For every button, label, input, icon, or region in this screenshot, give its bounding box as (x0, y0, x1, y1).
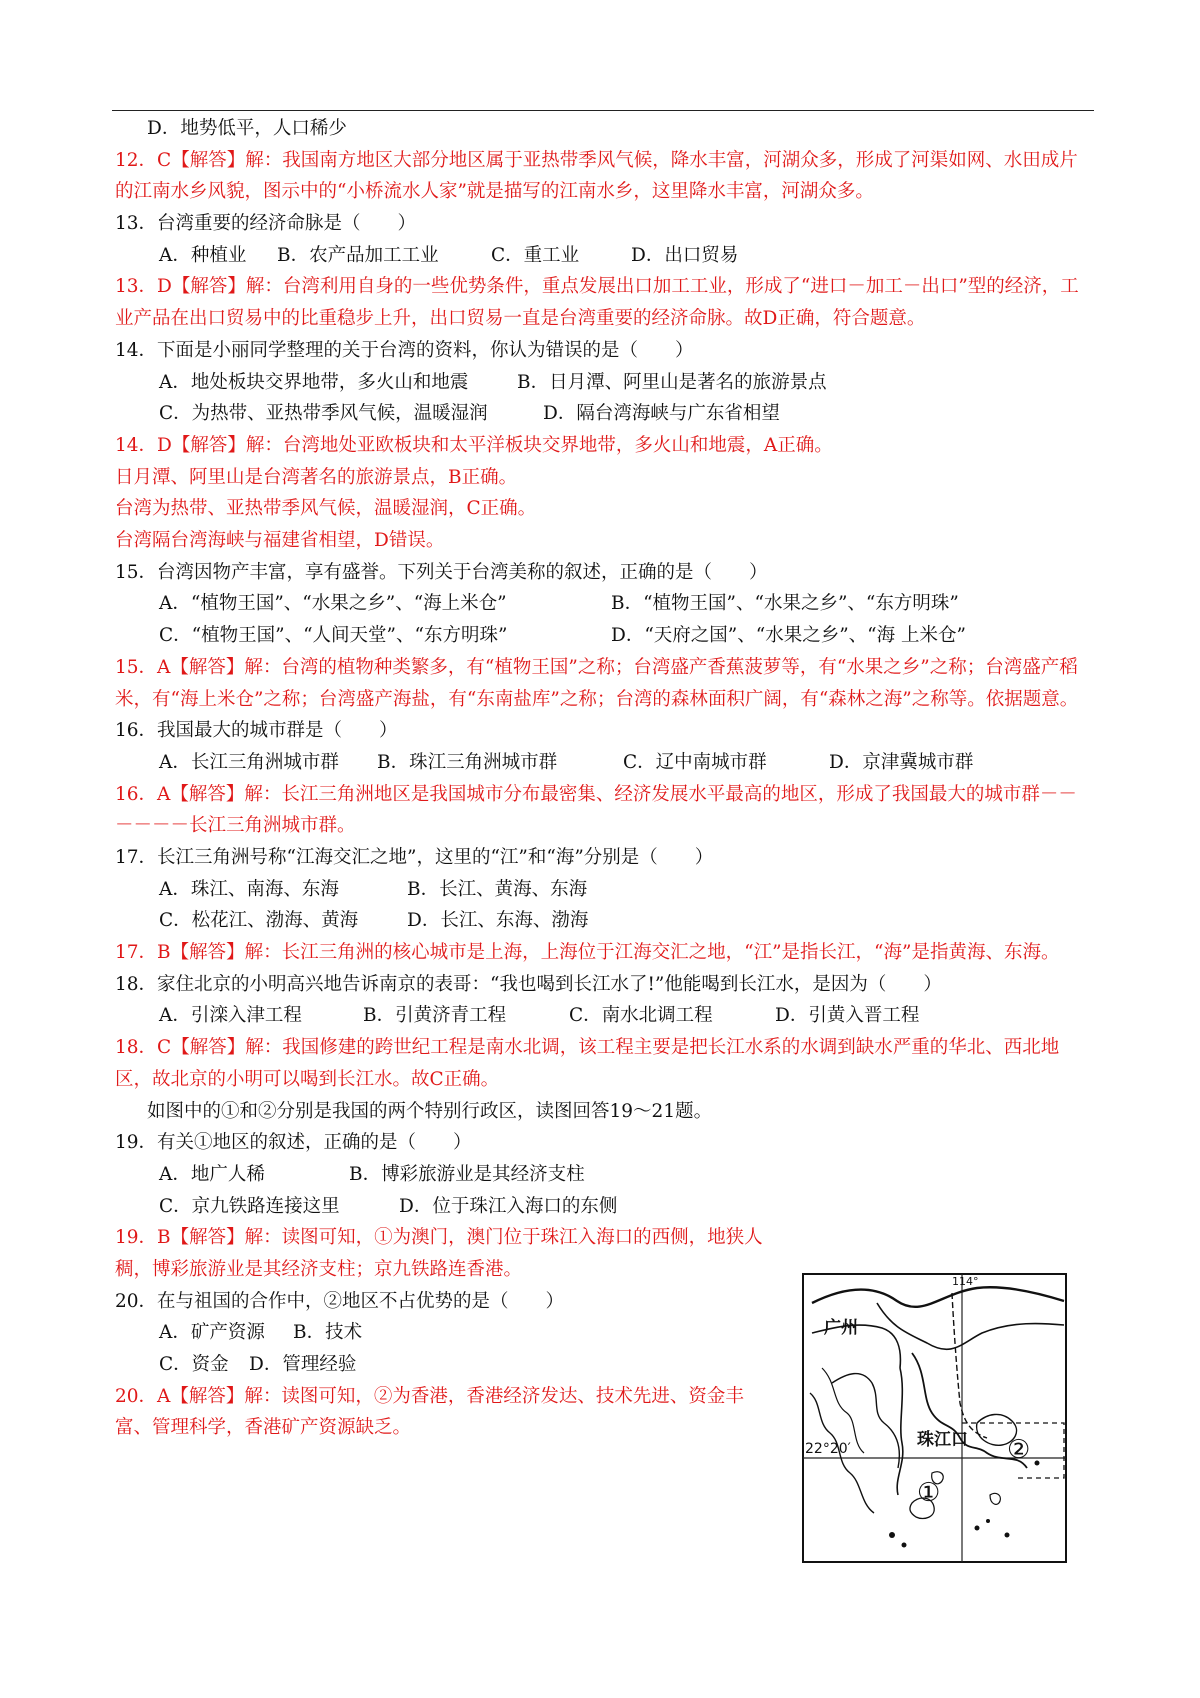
answer-15: 15．A【解答】解：台湾的植物种类繁多，有“植物王国”之称；台湾盛产香蕉菠萝等，有“水果之乡”之称；台湾盛产稻米，有“海上米仓”之称；台湾盛产海盐，有“东南盐库”之称；台湾的森林面积广阔，有“森林之海”之称等。依据题意。 (115, 656, 1079, 710)
answer-14-line4: 台湾隔台湾海峡与福建省相望，D错误。 (115, 530, 445, 552)
q19-option-d: D．位于珠江入海口的东侧 (399, 1195, 618, 1217)
answer-12: 12．C【解答】解：我国南方地区大部分地区属于亚热带季风气候，降水丰富，河湖众多，形成了河渠如网、水田成片的江南水乡风貌，图示中的“小桥流水人家”就是描写的江南水乡，这里降水丰富，河湖众多。 (115, 149, 1078, 203)
islet-5 (1005, 1533, 1010, 1538)
answer-18: 18．C【解答】解：我国修建的跨世纪工程是南水北调，该工程主要是把长江水系的水调到缺水严重的华北、西北地区，故北京的小明可以喝到长江水。故C正确。 (115, 1037, 1060, 1090)
q18-option-b: B．引黄济青工程 (363, 1005, 507, 1027)
q14-stem: 14．下面是小丽同学整理的关于台湾的资料，你认为错误的是（ ） (115, 339, 694, 361)
q17-option-d: D．长江、东海、渤海 (407, 910, 589, 932)
answer-19: 19．B【解答】解：读图可知，①为澳门，澳门位于珠江入海口的西侧，地狭人稠，博彩旅游业是其经济支柱；京九铁路连香港。 (115, 1227, 763, 1280)
q17-stem: 17．长江三角洲号称“江海交汇之地”，这里的“江”和“海”分别是（ ） (115, 847, 714, 868)
answer-17: 17．B【解答】解：长江三角洲的核心城市是上海，上海位于江海交汇之地，“江”是指长江，“海”是指黄海、东海。 (115, 942, 1060, 964)
q13-option-a: A．种植业 (159, 244, 247, 266)
q13-option-c: C．重工业 (491, 244, 580, 266)
islet-4 (986, 1519, 990, 1523)
q16-option-a: A．长江三角洲城市群 (159, 751, 339, 773)
q17-option-c: C．松花江、渤海、黄海 (159, 910, 359, 932)
pearl-river-delta-map (802, 1273, 1067, 1563)
q20-option-a: A．矿产资源 (159, 1322, 265, 1344)
q17-option-a: A．珠江、南海、东海 (159, 878, 339, 900)
label-lat: 22°20′ (805, 1441, 851, 1457)
q17-option-b: B．长江、黄海、东海 (407, 878, 588, 900)
label-zhujiangkou: 珠江口 (917, 1430, 968, 1450)
q19-stem: 19．有关①地区的叙述，正确的是（ ） (115, 1132, 472, 1154)
content (115, 113, 1095, 1444)
q15-stem: 15．台湾因物产丰富，享有盛誉。下列关于台湾美称的叙述，正确的是（ ） (115, 561, 768, 583)
q20-option-d: D．管理经验 (249, 1354, 357, 1376)
answer-13: 13．D【解答】解：台湾利用自身的一些优势条件，重点发展出口加工工业，形成了“进口－加工－出口”型的经济，工业产品在出口贸易中的比重稳步上升，出口贸易一直是台湾重要的经济命脉。故D正确，符合题意。 (115, 276, 1079, 330)
q15-option-b: B．“植物王国”、“水果之乡”、“东方明珠” (611, 593, 959, 615)
label-hongkong-2: ② (1007, 1435, 1031, 1465)
label-guangzhou: 广州 (824, 1318, 858, 1338)
q19-options-row1 (115, 1159, 1095, 1191)
answer-16: 16．A【解答】解：长江三角洲地区是我国城市分布最密集、经济发展水平最高的地区，形成了我国最大的城市群－－－－－－长江三角洲城市群。 (115, 783, 1077, 837)
q16-option-c: C．辽中南城市群 (623, 751, 767, 773)
label-lon: 114° (952, 1275, 979, 1288)
q20-option-b: B．技术 (293, 1322, 363, 1344)
answer-14-line2: 日月潭、阿里山是台湾著名的旅游景点，B正确。 (115, 466, 518, 488)
q17-options-row2 (115, 905, 1095, 937)
label-macao-1: ① (917, 1478, 941, 1508)
q13-option-d: D．出口贸易 (631, 244, 739, 266)
islet-2 (902, 1543, 907, 1548)
q15-options-row1 (115, 588, 1095, 620)
q18-option-d: D．引黄入晋工程 (775, 1005, 920, 1027)
q19-option-a: A．地广人稀 (159, 1163, 265, 1185)
q13-options (115, 240, 1095, 272)
q18-option-c: C．南水北调工程 (569, 1005, 713, 1027)
q18-option-a: A．引滦入津工程 (159, 1005, 302, 1027)
q18-options (115, 1000, 1095, 1032)
q16-option-b: B．珠江三角洲城市群 (377, 751, 558, 773)
q19-option-b: B．博彩旅游业是其经济支柱 (349, 1163, 585, 1185)
islet-6 (1035, 1461, 1040, 1466)
q14-option-b: B．日月潭、阿里山是著名的旅游景点 (517, 371, 827, 393)
q15-option-d: D．“天府之国”、“水果之乡”、“海 上米仓” (611, 625, 966, 647)
q17-options-row1 (115, 874, 1095, 906)
islet-3 (975, 1526, 980, 1531)
q14-option-d: D．隔台湾海峡与广东省相望 (543, 403, 780, 425)
answer-20: 20．A【解答】解：读图可知，②为香港，香港经济发达、技术先进、资金丰富、管理科学，香港矿产资源缺乏。 (115, 1385, 744, 1439)
q16-options (115, 747, 1095, 779)
q18-stem: 18．家住北京的小明高兴地告诉南京的表哥：“我也喝到长江水了!”他能喝到长江水，是因为（ ） (115, 973, 942, 995)
q13-option-b: B．农产品加工工业 (277, 244, 439, 266)
q15-options-row2 (115, 620, 1095, 652)
q16-stem: 16．我国最大的城市群是（ ） (115, 720, 398, 742)
q15-option-a: A．“植物王国”、“水果之乡”、“海上米仓” (159, 593, 507, 615)
islet-1 (889, 1532, 895, 1538)
q14-option-a: A．地处板块交界地带，多火山和地震 (159, 371, 469, 393)
q20-stem: 20．在与祖国的合作中，②地区不占优势的是（ ） (115, 1290, 565, 1312)
q16-option-d: D．京津冀城市群 (829, 751, 974, 773)
header-rule (112, 110, 1094, 111)
q19-options-row2 (115, 1191, 1095, 1223)
q14-option-c: C．为热带、亚热带季风气候，温暖湿润 (159, 403, 488, 425)
answer-14-line3: 台湾为热带、亚热带季风气候，温暖湿润，C正确。 (115, 498, 537, 520)
answer-14-line1: 14．D【解答】解：台湾地处亚欧板块和太平洋板块交界地带，多火山和地震，A正确。 (115, 434, 833, 456)
intro-19-21: 如图中的①和②分别是我国的两个特别行政区，读图回答19～21题。 (147, 1100, 713, 1122)
q13-stem: 13．台湾重要的经济命脉是（ ） (115, 213, 417, 235)
q20-option-c: C．资金 (159, 1354, 229, 1376)
q14-options-row2 (115, 398, 1095, 430)
q14-options-row1 (115, 367, 1095, 399)
q11-option-d: D．地势低平，人口稀少 (147, 118, 347, 139)
q19-option-c: C．京九铁路连接这里 (159, 1195, 340, 1217)
q15-option-c: C．“植物王国”、“人间天堂”、“东方明珠” (159, 625, 508, 647)
